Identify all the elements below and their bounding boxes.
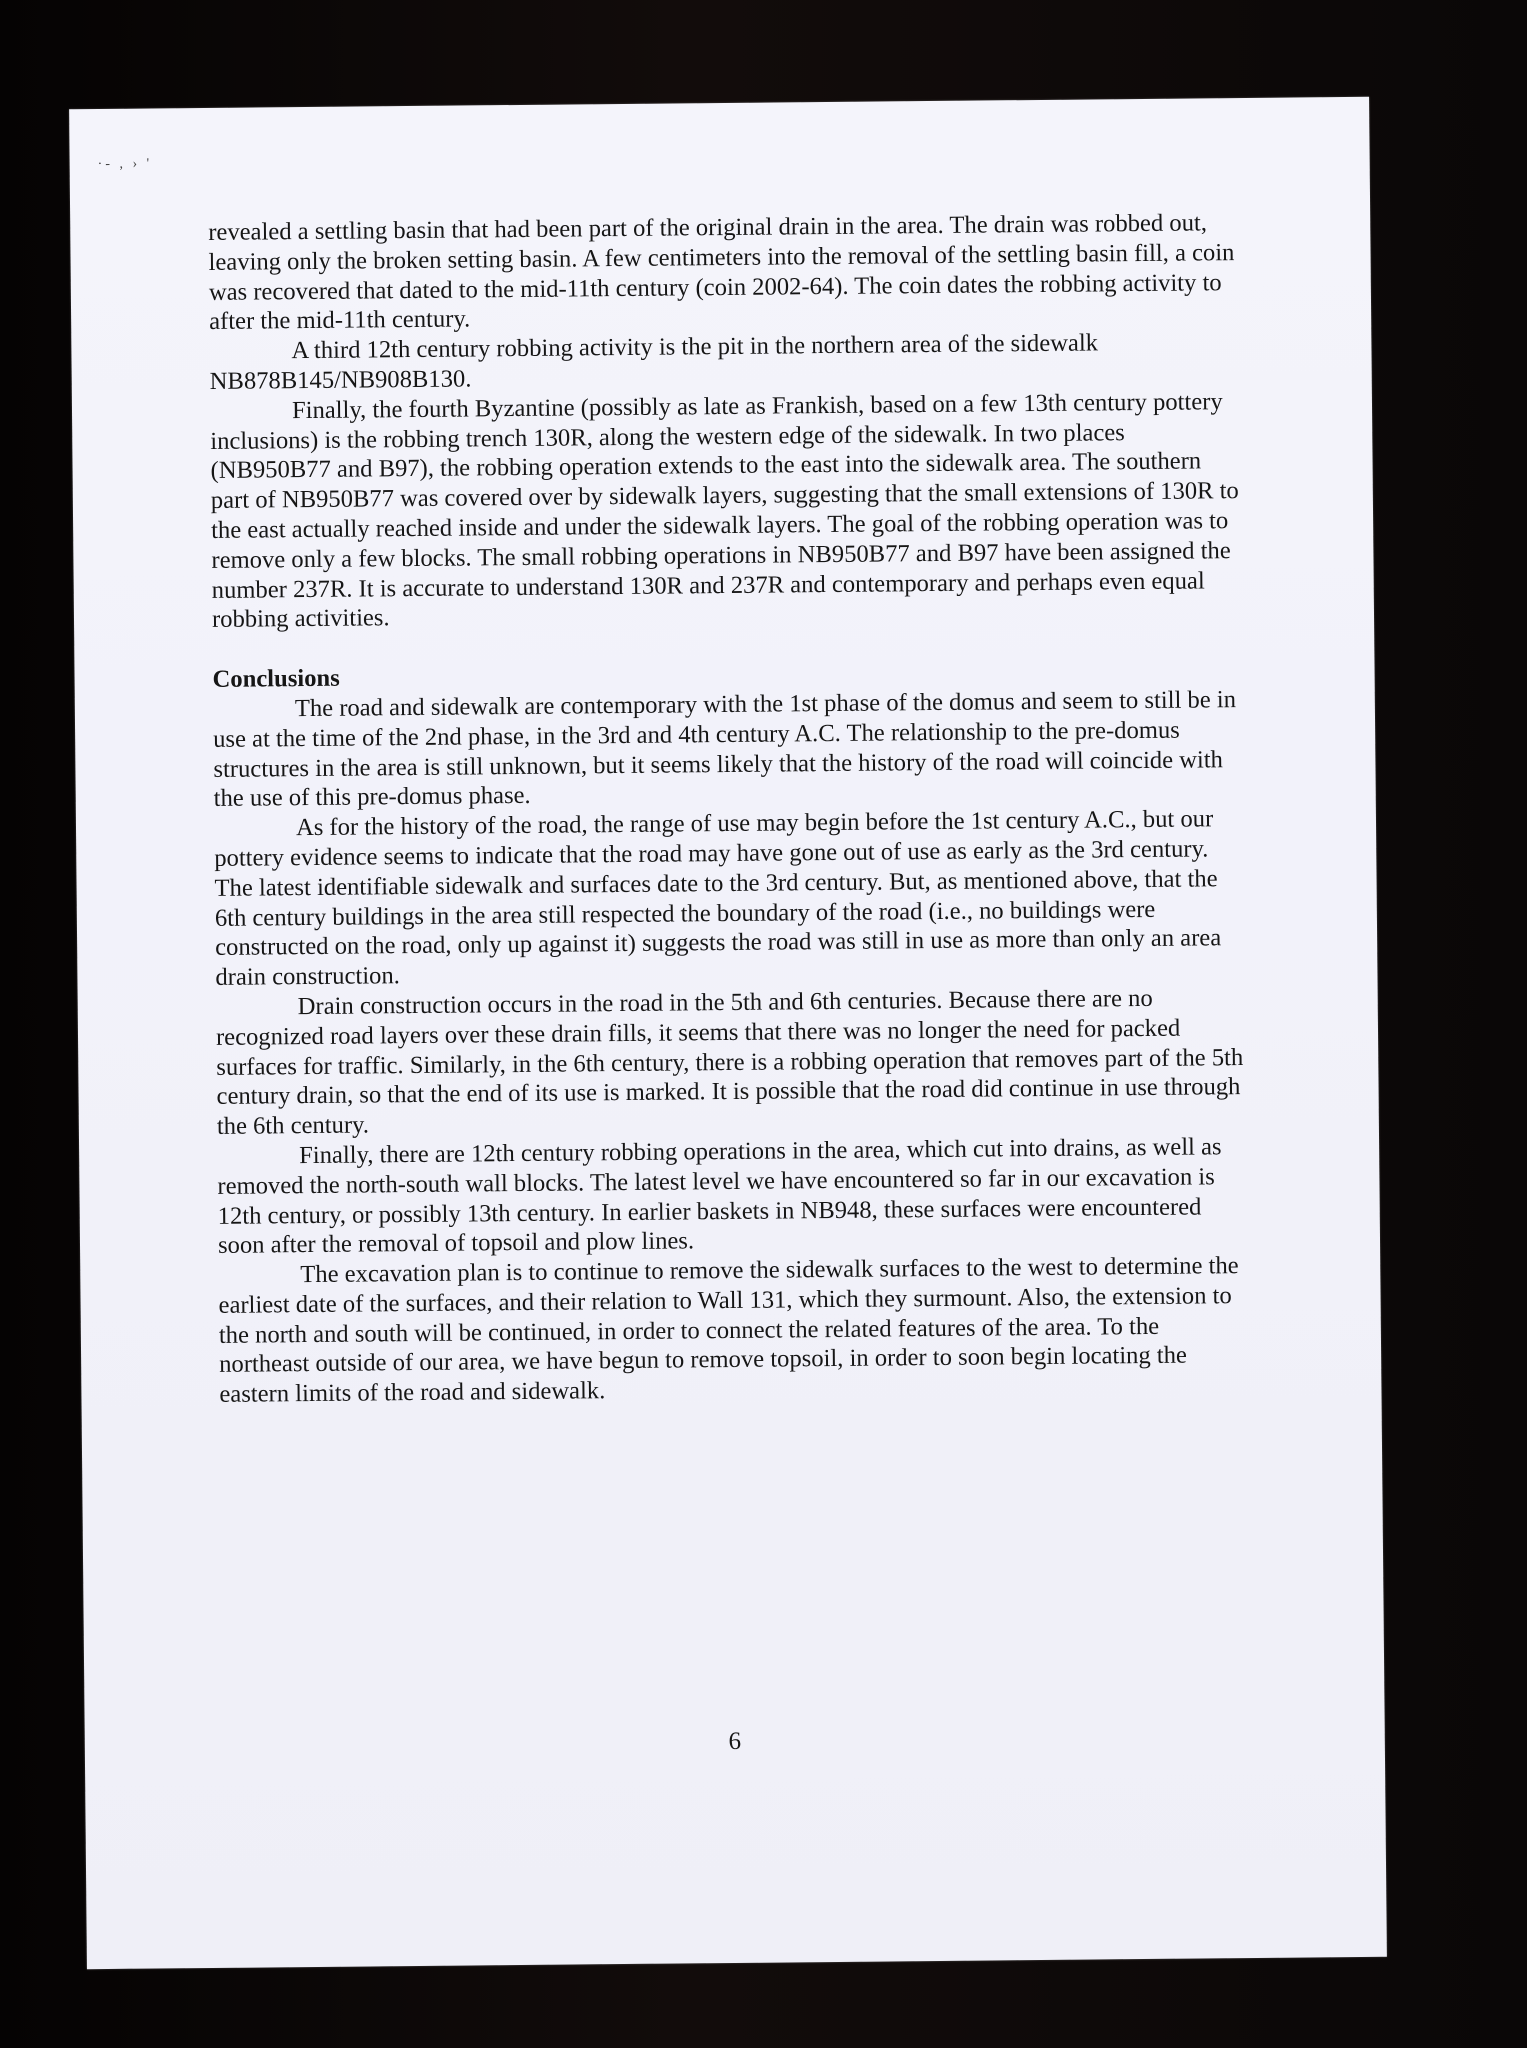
paragraph-excavation-plan: The excavation plan is to continue to remove the sidewalk surfaces to the west to determine the earliest date of the surfaces, and their relation to Wall 131, which they surmount. Also, the extension to the north and south will be continued, in order to connect the related features of the area. To the northeast outside of our area, we have begun to remove topsoil, in order to soon begin locating the eastern limits of the road and sidewalk. <box>218 1252 1239 1409</box>
paragraph-drain-construction: Drain construction occurs in the road in the 5th and 6th centuries. Because there are no recognized road layers over these drain fills, it seems that there was no longer the need for packed surfaces for traffic. Similarly, in the 6th century, there is a robbing operation that removes part of the 5th century drain, so that the end of its use is marked. It is possible that the road did continue in use through the 6th century. <box>215 984 1244 1141</box>
corner-marks: ·- , › ' <box>97 156 153 173</box>
paragraph-road-sidewalk: The road and sidewalk are contemporary with the 1st phase of the domus and seem to still be in use at the time of the 2nd phase, in the 3rd and 4th century A.C. The relationship to the pre-domus structures in the area is still unknown, but it seems likely that the history of the road will coincide with the use of this pre-domus phase. <box>213 686 1237 813</box>
section-heading-conclusions: Conclusions <box>212 664 340 694</box>
paragraph-12th-century-robbing: Finally, there are 12th century robbing operations in the area, which cut into drains, as well as removed the north-south wall blocks. The latest level we have encountered so far in our excavation is 12th century, or possibly 13th century. In earlier baskets in NB948, these surfaces were encountered soon after the removal of topsoil and plow lines. <box>217 1133 1222 1260</box>
document-page <box>69 97 1387 1969</box>
page-number: 6 <box>728 1727 742 1756</box>
paragraph-road-history: As for the history of the road, the range of use may begin before the 1st century A.C., but our pottery evidence seems to indicate that the road may have gone out of use as early as the 3rd century. The latest identifiable sidewalk and surfaces date to the 3rd century. But, as mentioned above, that the 6th century buildings in the area still respected the boundary of the road (i.e., no buildings were constructed on the road, only up against it) suggests the road was still in use as more than only an area drain construction. <box>214 805 1222 992</box>
document-body <box>208 208 1249 1410</box>
paragraph-settling-basin: revealed a settling basin that had been part of the original drain in the area. The drain was robbed out, leaving only the broken setting basin. A few centimeters into the removal of the settling basin fill, a coin was recovered that dated to the mid-11th century (coin 2002-64). The coin dates the robbing activity to after the mid-11th century. <box>208 209 1235 336</box>
paragraph-fourth-byzantine: Finally, the fourth Byzantine (possibly as late as Frankish, based on a few 13th century pottery inclusions) is the robbing trench 130R, along the western edge of the sidewalk. In two places (NB950B77 and B97), the robbing operation extends to the east into the sidewalk area. The southern part of NB950B77 was covered over by sidewalk layers, suggesting that the small extensions of 130R to the east actually reached inside and under the sidewalk layers. The goal of the robbing operation was to remove only a few blocks. The small robbing operations in NB950B77 and B97 have been assigned the number 237R. It is accurate to understand 130R and 237R and contemporary and perhaps even equal robbing activities. <box>210 388 1239 634</box>
paragraph-third-robbing: A third 12th century robbing activity is the pit in the northern area of the sidewalk NB878B145/NB908B130. <box>209 329 1099 395</box>
